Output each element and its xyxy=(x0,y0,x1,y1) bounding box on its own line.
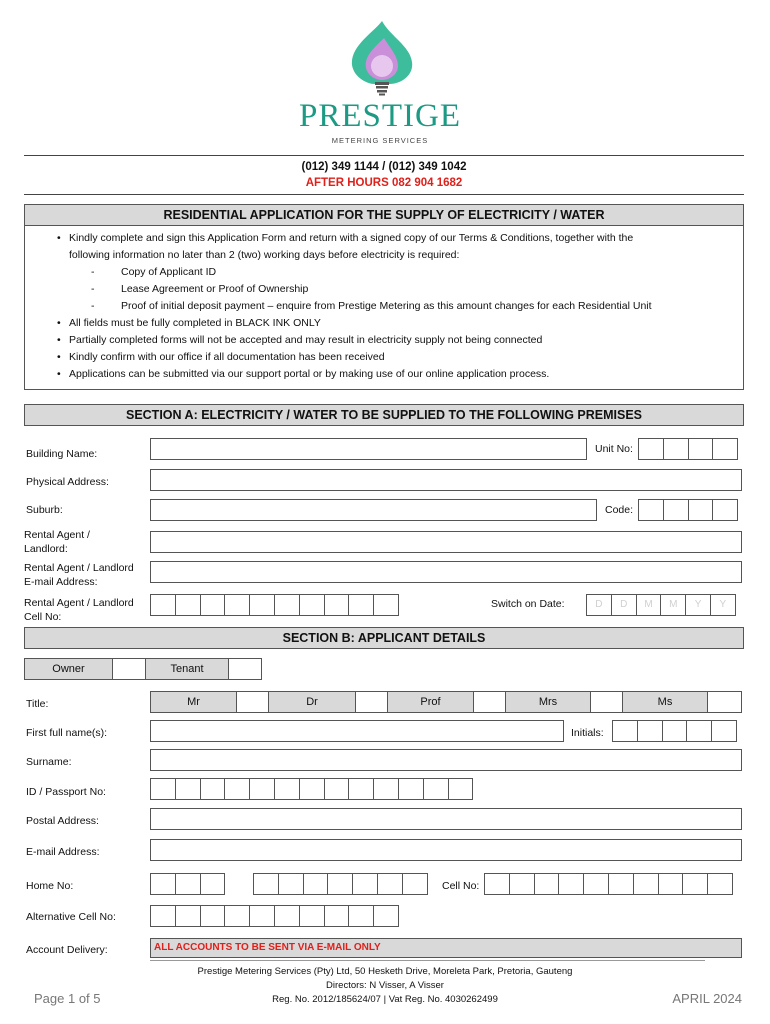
agent-email-label-line1: Rental Agent / Landlord xyxy=(24,562,134,574)
title-checkbox-mr[interactable] xyxy=(236,691,269,713)
initials-input[interactable] xyxy=(612,720,736,742)
instruction-item: • Kindly complete and sign this Application Form and return with a signed copy of our Terms & Conditions, together with the xyxy=(55,230,735,247)
suburb-input[interactable] xyxy=(150,499,597,521)
physical-address-label: Physical Address: xyxy=(26,476,109,488)
brand-subtitle: METERING SERVICES xyxy=(331,136,429,145)
instruction-item: - Lease Agreement or Proof of Ownership xyxy=(55,281,735,298)
unit-no-label: Unit No: xyxy=(595,443,633,455)
instruction-item: • Kindly confirm with our office if all documentation has been received xyxy=(55,349,735,366)
footer-registration: Reg. No. 2012/185624/07 | Vat Reg. No. 4030262499 xyxy=(272,994,498,1005)
surname-input[interactable] xyxy=(150,749,742,771)
title-checkbox-ms[interactable] xyxy=(707,691,742,713)
building-name-input[interactable] xyxy=(150,438,587,460)
instructions-box xyxy=(24,225,744,390)
date-cell[interactable]: M xyxy=(636,594,662,616)
title-option-mrs: Mrs xyxy=(505,691,591,713)
initials-label: Initials: xyxy=(571,727,604,739)
switch-on-date-label: Switch on Date: xyxy=(491,598,565,610)
instruction-item: - Copy of Applicant ID xyxy=(55,264,735,281)
company-logo xyxy=(344,18,420,96)
footer-date: APRIL 2024 xyxy=(672,991,742,1006)
title-label: Title: xyxy=(26,698,49,710)
footer-rule xyxy=(150,960,705,961)
instruction-item: • All fields must be fully completed in BLACK INK ONLY xyxy=(55,315,735,332)
footer-directors: Directors: N Visser, A Visser xyxy=(326,980,444,991)
agent-email-label xyxy=(24,561,134,589)
instruction-item: • Applications can be submitted via our support portal or by making use of our online application process. xyxy=(55,366,735,383)
cell-no-label: Cell No: xyxy=(442,880,480,892)
tenant-checkbox[interactable] xyxy=(228,658,262,680)
id-passport-input[interactable] xyxy=(150,778,472,800)
code-label: Code: xyxy=(605,504,634,516)
date-cell[interactable]: Y xyxy=(710,594,736,616)
agent-email-label-line2: E-mail Address: xyxy=(24,576,98,588)
account-delivery-label: Account Delivery: xyxy=(26,944,108,956)
title-checkbox-prof[interactable] xyxy=(473,691,506,713)
home-number-input[interactable] xyxy=(253,873,427,895)
first-names-input[interactable] xyxy=(150,720,564,742)
date-cell[interactable]: D xyxy=(586,594,612,616)
agent-cell-label-line2: Cell No: xyxy=(24,611,62,623)
unit-no-input[interactable] xyxy=(638,438,737,460)
rental-agent-input[interactable] xyxy=(150,531,742,553)
title-option-mr: Mr xyxy=(150,691,237,713)
email-address-label: E-mail Address: xyxy=(26,846,100,858)
date-cell[interactable]: M xyxy=(660,594,686,616)
cell-no-input[interactable] xyxy=(484,873,732,895)
alt-cell-label: Alternative Cell No: xyxy=(26,911,116,923)
title-checkbox-dr[interactable] xyxy=(355,691,388,713)
id-passport-label: ID / Passport No: xyxy=(26,786,106,798)
tenant-option: Tenant xyxy=(145,658,229,680)
agent-cell-input[interactable] xyxy=(150,594,398,616)
postal-address-input[interactable] xyxy=(150,808,742,830)
title-checkbox-mrs[interactable] xyxy=(590,691,623,713)
agent-email-input[interactable] xyxy=(150,561,742,583)
instruction-item: • Partially completed forms will not be accepted and may result in electricity supply not being connected xyxy=(55,332,735,349)
section-b-title: SECTION B: APPLICANT DETAILS xyxy=(24,627,744,649)
building-name-label: Building Name: xyxy=(26,448,98,460)
postal-address-label: Postal Address: xyxy=(26,815,99,827)
rental-agent-label-line2: Landlord: xyxy=(24,543,68,555)
title-option-prof: Prof xyxy=(387,691,474,713)
home-area-code-input[interactable] xyxy=(150,873,224,895)
footer-company: Prestige Metering Services (Pty) Ltd, 50 Hesketh Drive, Moreleta Park, Pretoria, Gauteng xyxy=(197,966,573,977)
agent-cell-label xyxy=(24,596,134,624)
email-address-input[interactable] xyxy=(150,839,742,861)
header-top-rule xyxy=(24,155,744,156)
owner-option: Owner xyxy=(24,658,113,680)
date-cell[interactable]: Y xyxy=(685,594,711,616)
owner-checkbox[interactable] xyxy=(112,658,146,680)
first-names-label: First full name(s): xyxy=(26,727,108,739)
after-hours-number: AFTER HOURS 082 904 1682 xyxy=(305,177,463,189)
lightbulb-drop-icon xyxy=(344,18,420,96)
alt-cell-input[interactable] xyxy=(150,905,398,927)
switch-on-date-input[interactable] xyxy=(586,594,735,616)
suburb-label: Suburb: xyxy=(26,504,63,516)
physical-address-input[interactable] xyxy=(150,469,742,491)
application-title: RESIDENTIAL APPLICATION FOR THE SUPPLY OF ELECTRICITY / WATER xyxy=(24,204,744,226)
rental-agent-label-line1: Rental Agent / xyxy=(24,529,90,541)
account-delivery-notice: ALL ACCOUNTS TO BE SENT VIA E-MAIL ONLY xyxy=(150,938,742,958)
section-a-title: SECTION A: ELECTRICITY / WATER TO BE SUPPLIED TO THE FOLLOWING PREMISES xyxy=(24,404,744,426)
surname-label: Surname: xyxy=(26,756,72,768)
page-number: Page 1 of 5 xyxy=(34,991,101,1006)
agent-cell-label-line1: Rental Agent / Landlord xyxy=(24,597,134,609)
instruction-item: following information no later than 2 (two) working days before electricity is required: xyxy=(69,249,460,261)
instructions-list xyxy=(55,230,735,383)
instruction-item: - Proof of initial deposit payment – enquire from Prestige Metering as this amount changes for each Residential Unit xyxy=(55,298,735,315)
brand-name: PRESTIGE xyxy=(298,98,461,134)
home-no-label: Home No: xyxy=(26,880,74,892)
header-bottom-rule xyxy=(24,194,744,195)
code-input[interactable] xyxy=(638,499,737,521)
phone-numbers: (012) 349 1144 / (012) 349 1042 xyxy=(301,161,467,173)
title-option-dr: Dr xyxy=(268,691,356,713)
date-cell[interactable]: D xyxy=(611,594,637,616)
rental-agent-label xyxy=(24,528,90,556)
title-option-ms: Ms xyxy=(622,691,708,713)
